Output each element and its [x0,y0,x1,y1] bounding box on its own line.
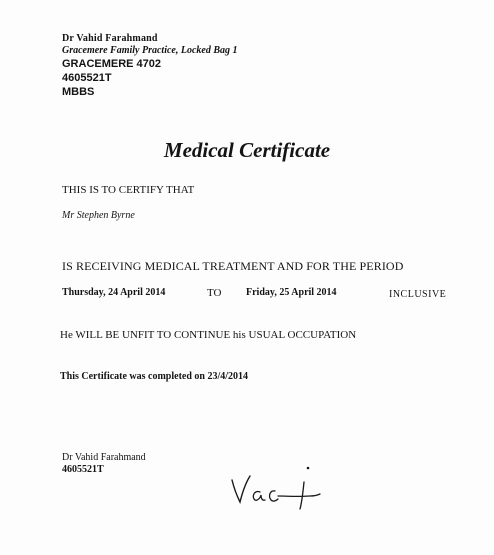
certify-statement: THIS IS TO CERTIFY THAT [62,184,195,196]
letterhead-qualification: MBBS [62,86,95,98]
period-to-label: TO [207,287,222,299]
period-inclusive-label: INCLUSIVE [389,289,447,300]
treatment-statement: IS RECEIVING MEDICAL TREATMENT AND FOR THE PERIOD [62,259,404,273]
period-end-date: Friday, 25 April 2014 [246,287,337,298]
letterhead-city-postcode: GRACEMERE 4702 [62,58,162,70]
signatory-name: Dr Vahid Farahmand [62,452,146,463]
letterhead-doctor-name: Dr Vahid Farahmand [62,33,158,44]
letterhead-provider-number: 4605521T [62,72,112,84]
page-title: Medical Certificate [163,138,331,162]
signatory-provider-number: 4605521T [62,464,104,475]
patient-name: Mr Stephen Byrne [62,210,135,221]
period-start-date: Thursday, 24 April 2014 [62,287,166,298]
letterhead-practice-address: Gracemere Family Practice, Locked Bag 1 [62,45,238,56]
handwritten-signature-icon [228,462,328,512]
completion-date-statement: This Certificate was completed on 23/4/2014 [60,371,249,382]
unfit-statement: He WILL BE UNFIT TO CONTINUE his USUAL OCCUPATION [60,329,357,341]
